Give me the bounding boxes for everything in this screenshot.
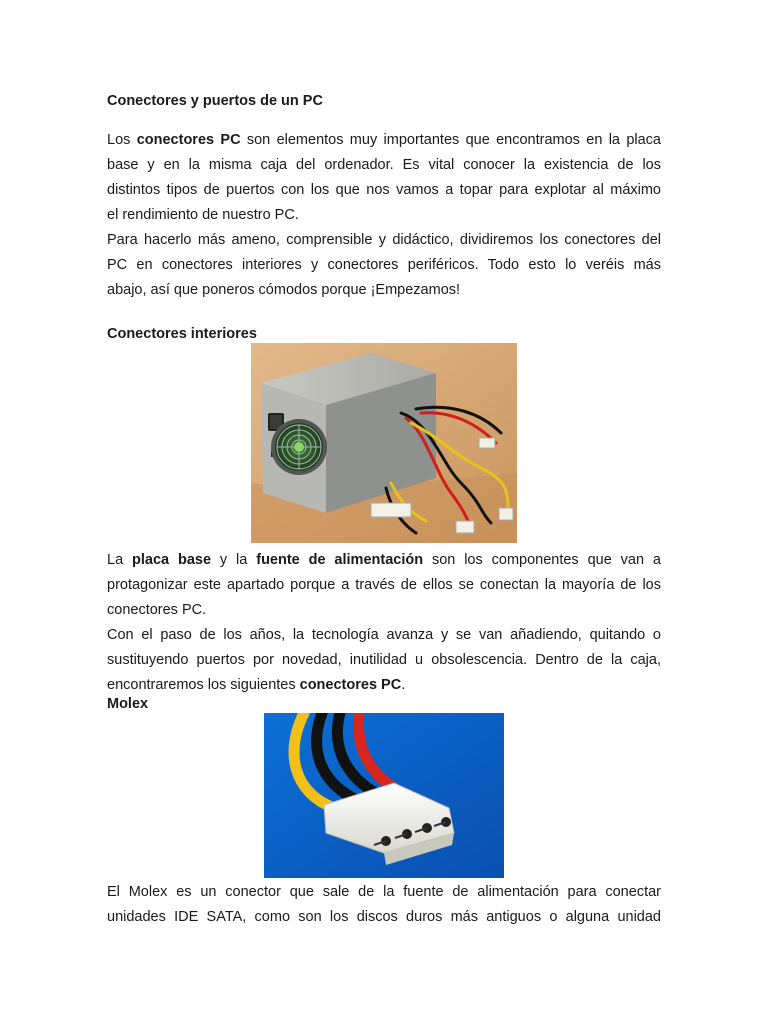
section-heading-molex: Molex	[107, 696, 149, 712]
molex-paragraph	[107, 880, 661, 930]
molex-connector-image	[264, 713, 504, 878]
intro-line: el rendimiento de nuestro PC.	[107, 207, 299, 223]
intro-paragraph	[107, 128, 661, 303]
page-title: Conectores y puertos de un PC	[107, 93, 323, 109]
psu-line: encontraremos los siguientes conectores PC.	[107, 677, 406, 693]
bold-term: conectores PC	[136, 132, 241, 148]
psu-line: Con el paso de los años, la tecnología avanza y se van añadiendo, quitando o	[107, 627, 661, 643]
bold-term: fuente de alimentación	[256, 552, 424, 568]
intro-line: PC en conectores interiores y conectores periféricos. Todo esto lo veréis más	[107, 257, 661, 273]
power-supply-image	[251, 343, 517, 543]
intro-line: distintos tipos de puertos con los que nos vamos a topar para explotar al máximo	[107, 182, 661, 198]
bold-term: conectores PC	[299, 677, 402, 693]
psu-paragraph	[107, 548, 661, 698]
section-heading-interiores: Conectores interiores	[107, 326, 257, 342]
molex-line: unidades IDE SATA, como son los discos duros más antiguos o alguna unidad	[107, 909, 661, 925]
psu-line: sustituyendo puertos por novedad, inutilidad u obsolescencia. Dentro de la caja,	[107, 652, 661, 668]
intro-line: base y en la misma caja del ordenador. Es vital conocer la existencia de los	[107, 157, 661, 173]
psu-line: La placa base y la fuente de alimentación son los componentes que van a	[107, 552, 661, 568]
intro-line: abajo, así que poneros cómodos porque ¡Empezamos!	[107, 282, 461, 298]
intro-line: Para hacerlo más ameno, comprensible y didáctico, dividiremos los conectores del	[107, 232, 661, 248]
bold-term: placa base	[132, 552, 212, 568]
psu-line: conectores PC.	[107, 602, 207, 618]
intro-line: Los conectores PC son elementos muy importantes que encontramos en la placa	[107, 132, 661, 148]
molex-line: El Molex es un conector que sale de la fuente de alimentación para conectar	[107, 884, 661, 900]
psu-line: protagonizar este apartado porque a través de ellos se conectan la mayoría de los	[107, 577, 661, 593]
